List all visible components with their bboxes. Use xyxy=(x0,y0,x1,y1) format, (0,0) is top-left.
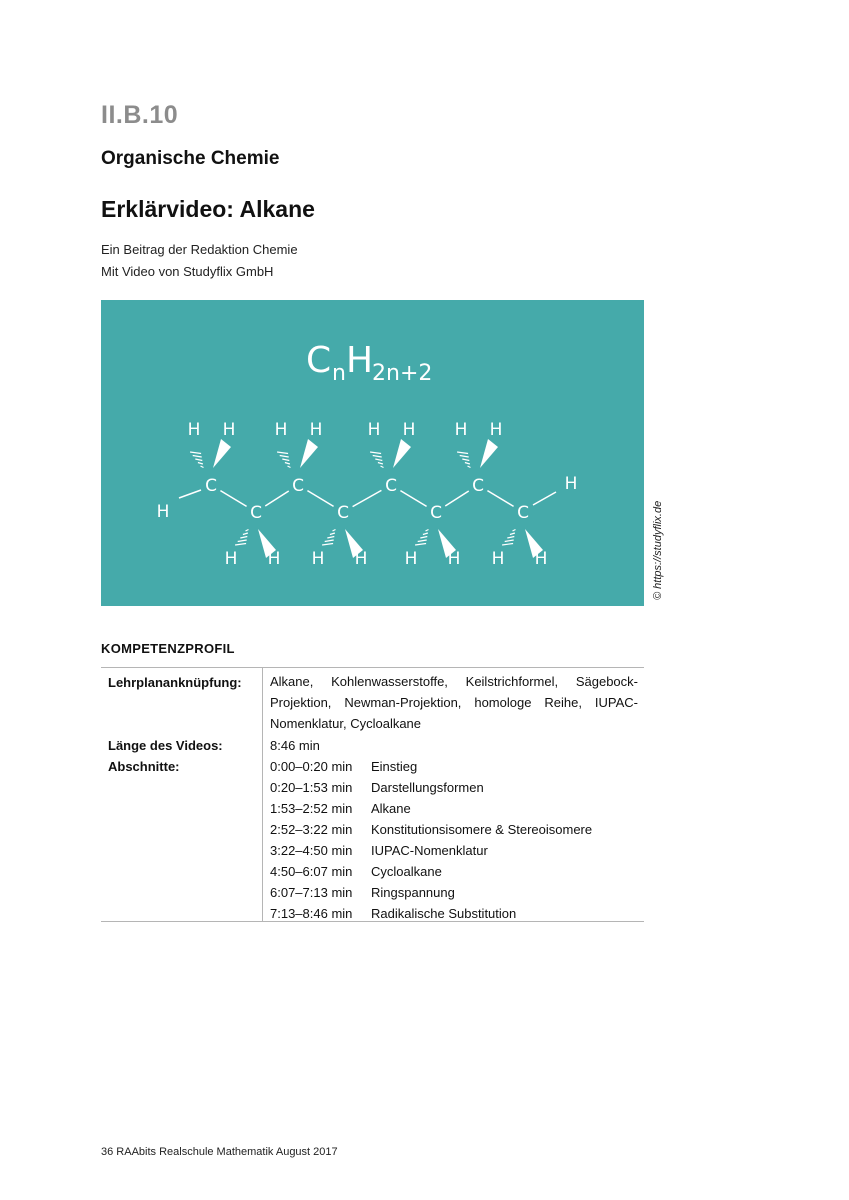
bond-line xyxy=(487,491,513,507)
bond-line xyxy=(265,491,288,506)
hashed-bond xyxy=(370,452,383,468)
section-name: Ringspannung xyxy=(371,885,455,900)
wedge-bond xyxy=(393,439,411,468)
bond-line xyxy=(353,490,382,506)
carbon-atom: C xyxy=(292,476,304,496)
bond-line xyxy=(307,491,333,507)
section-name: Cycloalkane xyxy=(371,864,442,879)
document-code: II.B.10 xyxy=(101,101,179,129)
hydrogen-atom: H xyxy=(454,420,468,440)
video-length-text: 8:46 min xyxy=(270,738,320,753)
bond-line xyxy=(533,492,556,505)
section-name: Einstieg xyxy=(371,759,418,774)
section-time: 3:22–4:50 min xyxy=(270,843,353,858)
carbon-atom: C xyxy=(205,476,217,496)
hydrogen-atom: H xyxy=(491,549,505,569)
hydrogen-atom: H xyxy=(402,420,416,440)
hydrogen-atom: H xyxy=(274,420,288,440)
hydrogen-atom: H xyxy=(404,549,418,569)
section-name: Darstellungsformen xyxy=(371,780,484,795)
section-time: 4:50–6:07 min xyxy=(270,864,353,879)
hashed-bond xyxy=(277,452,290,468)
section-name: Alkane xyxy=(371,801,411,816)
curriculum-value: Alkane, Kohlenwasserstoffe, Keilstrichformel, Sägebock-Projektion, Newman-Projektion, homologe Reihe, IUPAC-Nomenklatur, Cycloalkane xyxy=(270,674,638,731)
hashed-bond xyxy=(502,530,515,546)
hydrogen-atom: H xyxy=(187,420,201,440)
hashed-bond xyxy=(322,530,335,546)
hashed-bond xyxy=(235,530,248,546)
hydrogen-atom: H xyxy=(534,549,548,569)
section-time: 2:52–3:22 min xyxy=(270,822,353,837)
carbon-atom: C xyxy=(385,476,397,496)
hydrogen-atom: H xyxy=(222,420,236,440)
sections-label: Abschnitte: xyxy=(108,759,180,774)
bond-line xyxy=(179,490,201,498)
hydrogen-atom: H xyxy=(311,549,325,569)
carbon-atom: C xyxy=(337,503,349,523)
page-footer: 36 RAAbits Realschule Mathematik August 2017 xyxy=(101,1146,338,1158)
section-name: Radikalische Substitution xyxy=(371,906,517,921)
section-time: 0:20–1:53 min xyxy=(270,780,353,795)
section-time: 7:13–8:46 min xyxy=(270,906,353,921)
carbon-atom: C xyxy=(517,503,529,523)
bond-line xyxy=(445,491,468,506)
page-title: Erklärvideo: Alkane xyxy=(101,196,315,222)
hydrogen-atom: H xyxy=(489,420,503,440)
hydrogen-atom: H xyxy=(367,420,381,440)
table-divider xyxy=(262,668,263,921)
section-name: IUPAC-Nomenklatur xyxy=(371,843,488,858)
wedge-bond xyxy=(300,439,318,468)
formula-c: C xyxy=(306,340,332,381)
section-name: Konstitutionsisomere & Stereoisomere xyxy=(371,822,593,837)
bond-line xyxy=(220,491,246,507)
formula-h: H xyxy=(346,340,374,381)
section-time: 6:07–7:13 min xyxy=(270,885,353,900)
curriculum-label: Lehrplananknüpfung: xyxy=(108,675,242,690)
wedge-bond xyxy=(480,439,498,468)
hydrogen-atom: H xyxy=(447,549,461,569)
competence-table xyxy=(101,667,644,922)
subject-heading: Organische Chemie xyxy=(101,148,280,169)
hydrogen-atom: H xyxy=(354,549,368,569)
section-time: 1:53–2:52 min xyxy=(270,801,353,816)
section-heading: KOMPETENZPROFIL xyxy=(101,641,235,656)
hydrogen-atom: H xyxy=(267,549,281,569)
bond-line xyxy=(400,491,426,507)
formula-subscript: 2n+2 xyxy=(372,361,433,386)
hashed-bond xyxy=(457,452,470,468)
section-time: 0:00–0:20 min xyxy=(270,759,353,774)
alkane-structure-figure xyxy=(101,300,644,606)
hydrogen-atom: H xyxy=(309,420,323,440)
carbon-atom: C xyxy=(430,503,442,523)
video-length-label: Länge des Videos: xyxy=(108,738,223,753)
formula-n: n xyxy=(332,361,346,386)
hashed-bond xyxy=(415,530,428,546)
hydrogen-atom: H xyxy=(564,474,578,494)
hashed-bond xyxy=(190,452,203,468)
hydrogen-atom: H xyxy=(156,502,170,522)
carbon-atom: C xyxy=(472,476,484,496)
credit-editorial: Ein Beitrag der Redaktion Chemie xyxy=(101,242,298,257)
copyright-notice: © https://studyflix.de xyxy=(652,500,664,600)
hydrogen-atom: H xyxy=(224,549,238,569)
carbon-atom: C xyxy=(250,503,262,523)
molecule-diagram xyxy=(101,300,644,606)
credit-video: Mit Video von Studyflix GmbH xyxy=(101,264,274,279)
wedge-bond xyxy=(213,439,231,468)
